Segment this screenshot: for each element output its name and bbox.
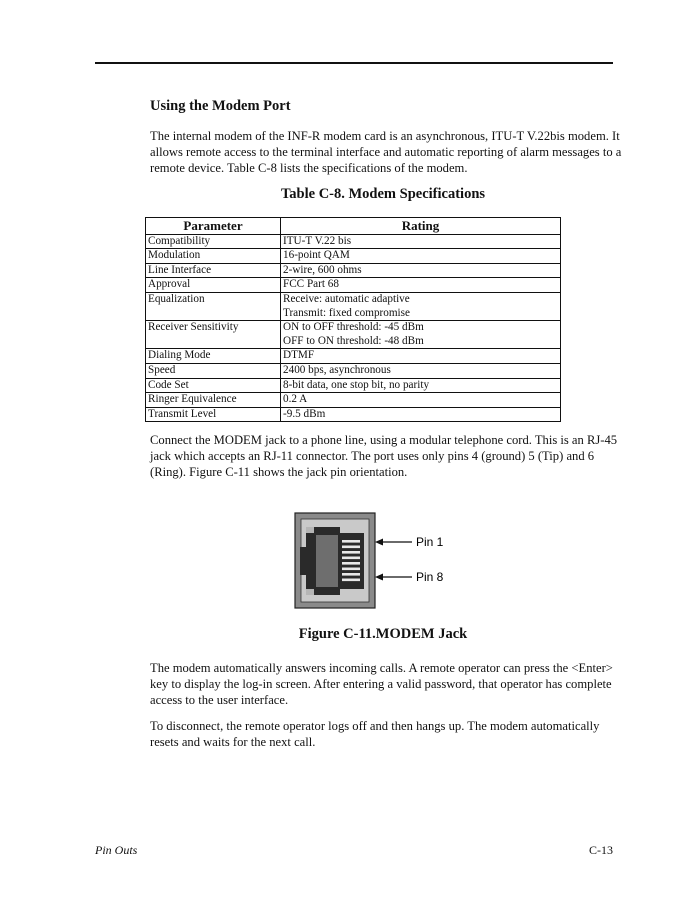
- rating-line: OFF to ON threshold: -48 dBm: [283, 334, 424, 347]
- disconnect-line: resets and waits for the next call.: [150, 735, 316, 749]
- answer-paragraph: [150, 660, 616, 708]
- table-caption: Table C-8. Modem Specifications: [280, 186, 486, 202]
- table-row: [146, 321, 561, 349]
- rating-line: 8-bit data, one stop bit, no parity: [283, 378, 430, 391]
- disconnect-paragraph: [150, 718, 616, 750]
- intro-line: allows remote access to the terminal interface and automatic reporting of alarm messages to a: [150, 145, 622, 159]
- answer-line: The modem automatically answers incoming calls. A remote operator can press the <Enter>: [150, 661, 613, 675]
- parameter-cell: Transmit Level: [146, 407, 281, 422]
- rating-cell: [281, 349, 561, 364]
- section-heading: Using the Modem Port: [150, 98, 291, 114]
- table-row: [146, 363, 561, 378]
- rating-cell: [281, 278, 561, 293]
- table-row: [146, 234, 561, 249]
- jack-inner-block: [316, 535, 338, 587]
- pin8-arrow: [375, 574, 412, 581]
- rating-line: 2-wire, 600 ohms: [283, 263, 362, 276]
- intro-line: remote device. Table C-8 lists the specifications of the modem.: [150, 161, 468, 175]
- column-header-parameter: Parameter: [146, 218, 281, 235]
- table-row: [146, 263, 561, 278]
- footer-section-name: Pin Outs: [95, 843, 138, 857]
- parameter-cell: Equalization: [146, 292, 281, 320]
- parameter-cell: Speed: [146, 363, 281, 378]
- rating-line: 16-point QAM: [283, 249, 350, 262]
- rating-line: ON to OFF threshold: -45 dBm: [283, 321, 424, 334]
- pin1-arrow: [375, 539, 412, 546]
- parameter-cell: Receiver Sensitivity: [146, 321, 281, 349]
- connect-paragraph: [150, 432, 616, 480]
- table-row: [146, 407, 561, 422]
- rating-cell: [281, 292, 561, 320]
- parameter-cell: Approval: [146, 278, 281, 293]
- modem-jack-figure: [292, 511, 457, 611]
- rating-line: Transmit: fixed compromise: [283, 306, 410, 319]
- disconnect-line: To disconnect, the remote operator logs off and then hangs up. The modem automatically: [150, 719, 600, 733]
- parameter-cell: Ringer Equivalence: [146, 393, 281, 408]
- connect-line: (Ring). Figure C-11 shows the jack pin orientation.: [150, 465, 408, 479]
- rating-cell: [281, 234, 561, 249]
- table-row: [146, 378, 561, 393]
- parameter-cell: Compatibility: [146, 234, 281, 249]
- column-header-rating: Rating: [281, 218, 561, 235]
- connect-line: Connect the MODEM jack to a phone line, using a modular telephone cord. This is an RJ-45: [150, 433, 618, 447]
- rating-cell: [281, 363, 561, 378]
- pin1-label: Pin 1: [416, 535, 444, 549]
- answer-line: key to display the log-in screen. After entering a valid password, that operator has complete: [150, 677, 612, 691]
- rating-line: 2400 bps, asynchronous: [283, 363, 391, 376]
- header-rule: [95, 62, 613, 64]
- rating-line: FCC Part 68: [283, 278, 339, 291]
- jack-corner: [306, 589, 314, 595]
- rating-cell: [281, 263, 561, 278]
- parameter-cell: Modulation: [146, 249, 281, 264]
- parameter-cell: Line Interface: [146, 263, 281, 278]
- rating-cell: [281, 249, 561, 264]
- table-row: [146, 292, 561, 320]
- footer-page-number: C-13: [589, 843, 613, 857]
- figure-caption: Figure C-11.MODEM Jack: [298, 626, 468, 642]
- modem-spec-table: [145, 217, 561, 422]
- table-row: [146, 349, 561, 364]
- rating-cell: [281, 321, 561, 349]
- table-row: [146, 278, 561, 293]
- connect-line: jack which accepts an RJ-11 connector. The port uses only pins 4 (ground) 5 (Tip) and 6: [150, 449, 595, 463]
- rating-cell: [281, 393, 561, 408]
- parameter-cell: Dialing Mode: [146, 349, 281, 364]
- parameter-cell: Code Set: [146, 378, 281, 393]
- pin8-label: Pin 8: [416, 570, 444, 584]
- intro-paragraph: [150, 128, 622, 176]
- jack-corner: [306, 527, 314, 533]
- table-row: [146, 393, 561, 408]
- rating-line: ITU-T V.22 bis: [283, 234, 352, 247]
- answer-line: access to the user interface.: [150, 693, 289, 707]
- rating-line: Receive: automatic adaptive: [283, 292, 410, 305]
- rating-line: -9.5 dBm: [283, 407, 326, 420]
- rating-line: 0.2 A: [283, 393, 308, 406]
- intro-line: The internal modem of the INF-R modem card is an asynchronous, ITU-T V.22bis modem. It: [150, 129, 620, 143]
- table-header-row: [146, 218, 561, 235]
- rating-cell: [281, 378, 561, 393]
- rating-line: DTMF: [283, 349, 315, 362]
- rating-cell: [281, 407, 561, 422]
- table-row: [146, 249, 561, 264]
